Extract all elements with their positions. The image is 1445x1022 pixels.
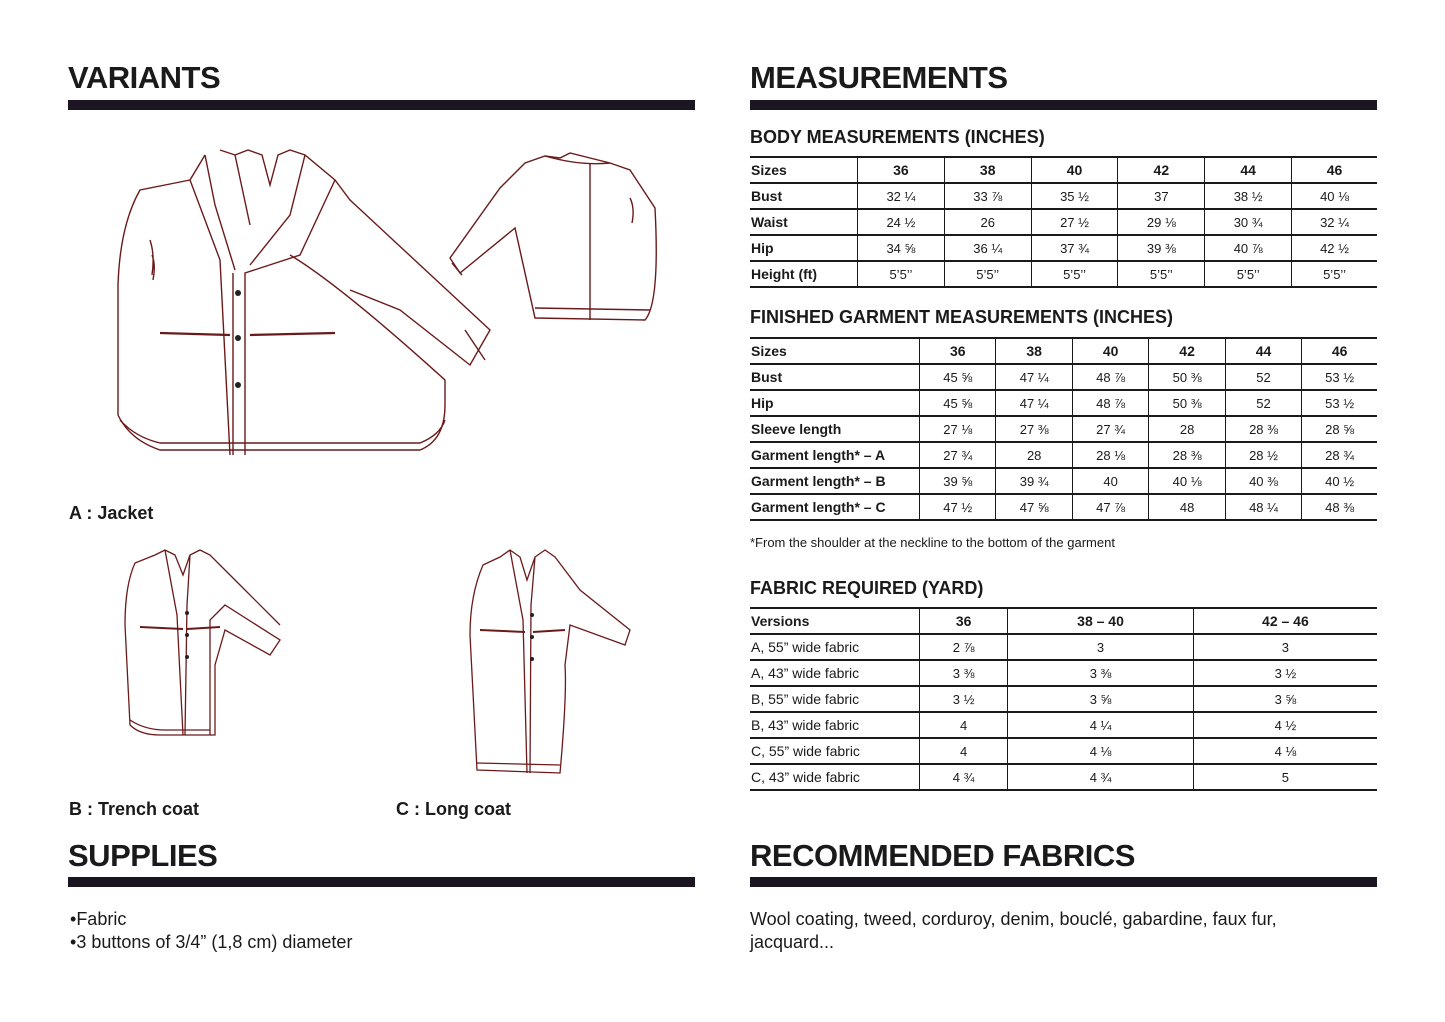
row-label: A, 55” wide fabric (750, 634, 920, 660)
table-cell: 28 ⅜ (1149, 442, 1225, 468)
table-cell: 34 ⅝ (858, 235, 945, 261)
variants-title: VARIANTS (68, 60, 221, 95)
table-header-row (750, 338, 1377, 364)
table-cell: 48 ⅞ (1072, 390, 1148, 416)
table-cell: 3 (1193, 634, 1377, 660)
row-label: Garment length* – A (750, 442, 920, 468)
footnote: *From the shoulder at the neckline to the bottom of the garment (750, 535, 1115, 550)
row-label: C, 43” wide fabric (750, 764, 920, 790)
table-cell: 48 ⅞ (1072, 364, 1148, 390)
table-cell: 27 ⅛ (920, 416, 996, 442)
table-row (750, 261, 1377, 287)
table-cell: 28 ⅛ (1072, 442, 1148, 468)
table-cell: 33 ⅞ (944, 183, 1031, 209)
table-row (750, 183, 1377, 209)
row-label: B, 55” wide fabric (750, 686, 920, 712)
table-cell: 4 ½ (1193, 712, 1377, 738)
table-cell: 40 ⅛ (1149, 468, 1225, 494)
table-cell: 47 ¼ (996, 390, 1072, 416)
table-cell: 27 ¾ (1072, 416, 1148, 442)
section-rule (750, 100, 1377, 110)
row-label: Sleeve length (750, 416, 920, 442)
section-rule (68, 100, 695, 110)
table-cell: 52 (1225, 390, 1301, 416)
supplies-title: SUPPLIES (68, 838, 218, 873)
supply-item: • 3 buttons of 3/4” (1,8 cm) diameter (70, 931, 352, 954)
row-label: Waist (750, 209, 858, 235)
row-label: Versions (750, 608, 920, 634)
table-cell: 5 (1193, 764, 1377, 790)
table-cell: 5’5’’ (858, 261, 945, 287)
table-cell: 53 ½ (1302, 364, 1377, 390)
table-cell: 48 (1149, 494, 1225, 520)
table-cell: 5’5’’ (1031, 261, 1118, 287)
table-cell: 4 (920, 738, 1008, 764)
table-cell: 4 ¼ (1008, 712, 1194, 738)
table-row (750, 738, 1377, 764)
table-cell: 40 ½ (1302, 468, 1377, 494)
long-coat-sketch (455, 545, 635, 780)
table-cell: 5’5’’ (1118, 261, 1205, 287)
table-cell: 37 (1118, 183, 1205, 209)
table-cell: 4 (920, 712, 1008, 738)
table-cell: 36 (920, 338, 996, 364)
section-rule (750, 877, 1377, 887)
fabric-required-table (750, 607, 1377, 791)
table-cell: 45 ⅝ (920, 364, 996, 390)
finished-measurements-table (750, 337, 1377, 521)
table-row (750, 660, 1377, 686)
table-header-row (750, 157, 1377, 183)
table-cell: 36 (920, 608, 1008, 634)
row-label: Bust (750, 364, 920, 390)
table-cell: 28 (996, 442, 1072, 468)
table-row (750, 494, 1377, 520)
table-cell: 50 ⅜ (1149, 364, 1225, 390)
table-row (750, 390, 1377, 416)
row-label: Hip (750, 390, 920, 416)
table-cell: 32 ¼ (858, 183, 945, 209)
table-cell: 38 ½ (1205, 183, 1292, 209)
table-cell: 40 (1072, 468, 1148, 494)
table-cell: 38 – 40 (1008, 608, 1194, 634)
table-cell: 28 ½ (1225, 442, 1301, 468)
table-row (750, 235, 1377, 261)
table-cell: 46 (1292, 157, 1377, 183)
trench-coat-sketch (105, 545, 305, 740)
table-cell: 29 ⅛ (1118, 209, 1205, 235)
table-cell: 45 ⅝ (920, 390, 996, 416)
table-cell: 44 (1225, 338, 1301, 364)
table-cell: 47 ⅞ (1072, 494, 1148, 520)
supplies-list (70, 908, 352, 954)
table-cell: 28 ⅝ (1302, 416, 1377, 442)
table-cell: 27 ¾ (920, 442, 996, 468)
table-cell: 42 – 46 (1193, 608, 1377, 634)
body-measurements-title: BODY MEASUREMENTS (INCHES) (750, 127, 1045, 147)
table-cell: 32 ¼ (1292, 209, 1377, 235)
table-cell: 28 (1149, 416, 1225, 442)
supply-item: • Fabric (70, 908, 352, 931)
table-cell: 42 ½ (1292, 235, 1377, 261)
table-cell: 44 (1205, 157, 1292, 183)
table-cell: 47 ¼ (996, 364, 1072, 390)
table-cell: 3 ⅝ (1193, 686, 1377, 712)
finished-measurements-title: FINISHED GARMENT MEASUREMENTS (INCHES) (750, 307, 1174, 327)
table-row (750, 209, 1377, 235)
table-cell: 27 ½ (1031, 209, 1118, 235)
table-row (750, 634, 1377, 660)
table-cell: 3 ⅜ (920, 660, 1008, 686)
table-cell: 3 ⅝ (1008, 686, 1194, 712)
section-rule (68, 877, 695, 887)
table-row (750, 416, 1377, 442)
table-cell: 24 ½ (858, 209, 945, 235)
row-label: Garment length* – C (750, 494, 920, 520)
row-label: Bust (750, 183, 858, 209)
row-label: Sizes (750, 338, 920, 364)
recommended-text: Wool coating, tweed, corduroy, denim, bouclé, gabardine, faux fur, jacquard... (750, 909, 1277, 952)
fabric-required-title: FABRIC REQUIRED (YARD) (750, 578, 984, 598)
table-row (750, 442, 1377, 468)
table-cell: 5’5’’ (1205, 261, 1292, 287)
table-cell: 28 ⅜ (1225, 416, 1301, 442)
table-cell: 3 (1008, 634, 1194, 660)
table-cell: 38 (996, 338, 1072, 364)
body-measurements-table (750, 156, 1377, 288)
table-cell: 30 ¾ (1205, 209, 1292, 235)
jacket-back-sketch (440, 148, 665, 328)
table-cell: 40 (1031, 157, 1118, 183)
table-cell: 3 ⅜ (1008, 660, 1194, 686)
table-cell: 42 (1118, 157, 1205, 183)
recommended-title: RECOMMENDED FABRICS (750, 838, 1135, 873)
table-row (750, 686, 1377, 712)
table-cell: 28 ¾ (1302, 442, 1377, 468)
table-cell: 42 (1149, 338, 1225, 364)
row-label: C, 55” wide fabric (750, 738, 920, 764)
measurements-title: MEASUREMENTS (750, 60, 1008, 95)
table-header-row (750, 608, 1377, 634)
table-cell: 40 ⅜ (1225, 468, 1301, 494)
row-label: Height (ft) (750, 261, 858, 287)
row-label: B, 43” wide fabric (750, 712, 920, 738)
caption-a: A : Jacket (69, 503, 154, 523)
table-cell: 47 ½ (920, 494, 996, 520)
table-cell: 39 ⅝ (920, 468, 996, 494)
table-cell: 48 ¼ (1225, 494, 1301, 520)
table-cell: 38 (944, 157, 1031, 183)
row-label: A, 43” wide fabric (750, 660, 920, 686)
table-cell: 40 ⅞ (1205, 235, 1292, 261)
table-cell: 4 ⅛ (1008, 738, 1194, 764)
table-cell: 39 ⅜ (1118, 235, 1205, 261)
table-cell: 5’5’’ (1292, 261, 1377, 287)
table-cell: 2 ⅞ (920, 634, 1008, 660)
table-cell: 3 ½ (920, 686, 1008, 712)
table-row (750, 364, 1377, 390)
table-cell: 40 (1072, 338, 1148, 364)
table-cell: 50 ⅜ (1149, 390, 1225, 416)
table-cell: 4 ¾ (1008, 764, 1194, 790)
table-cell: 3 ½ (1193, 660, 1377, 686)
table-cell: 40 ⅛ (1292, 183, 1377, 209)
table-cell: 4 ⅛ (1193, 738, 1377, 764)
table-cell: 47 ⅝ (996, 494, 1072, 520)
table-cell: 46 (1302, 338, 1377, 364)
table-cell: 48 ⅜ (1302, 494, 1377, 520)
table-cell: 36 ¼ (944, 235, 1031, 261)
table-row (750, 468, 1377, 494)
table-cell: 27 ⅜ (996, 416, 1072, 442)
table-cell: 4 ¾ (920, 764, 1008, 790)
row-label: Garment length* – B (750, 468, 920, 494)
caption-c: C : Long coat (396, 799, 511, 819)
table-cell: 5’5’’ (944, 261, 1031, 287)
table-cell: 37 ¾ (1031, 235, 1118, 261)
table-cell: 36 (858, 157, 945, 183)
row-label: Sizes (750, 157, 858, 183)
table-cell: 52 (1225, 364, 1301, 390)
table-cell: 26 (944, 209, 1031, 235)
table-cell: 35 ½ (1031, 183, 1118, 209)
table-row (750, 712, 1377, 738)
table-row (750, 764, 1377, 790)
table-cell: 53 ½ (1302, 390, 1377, 416)
caption-b: B : Trench coat (69, 799, 200, 819)
row-label: Hip (750, 235, 858, 261)
table-cell: 39 ¾ (996, 468, 1072, 494)
